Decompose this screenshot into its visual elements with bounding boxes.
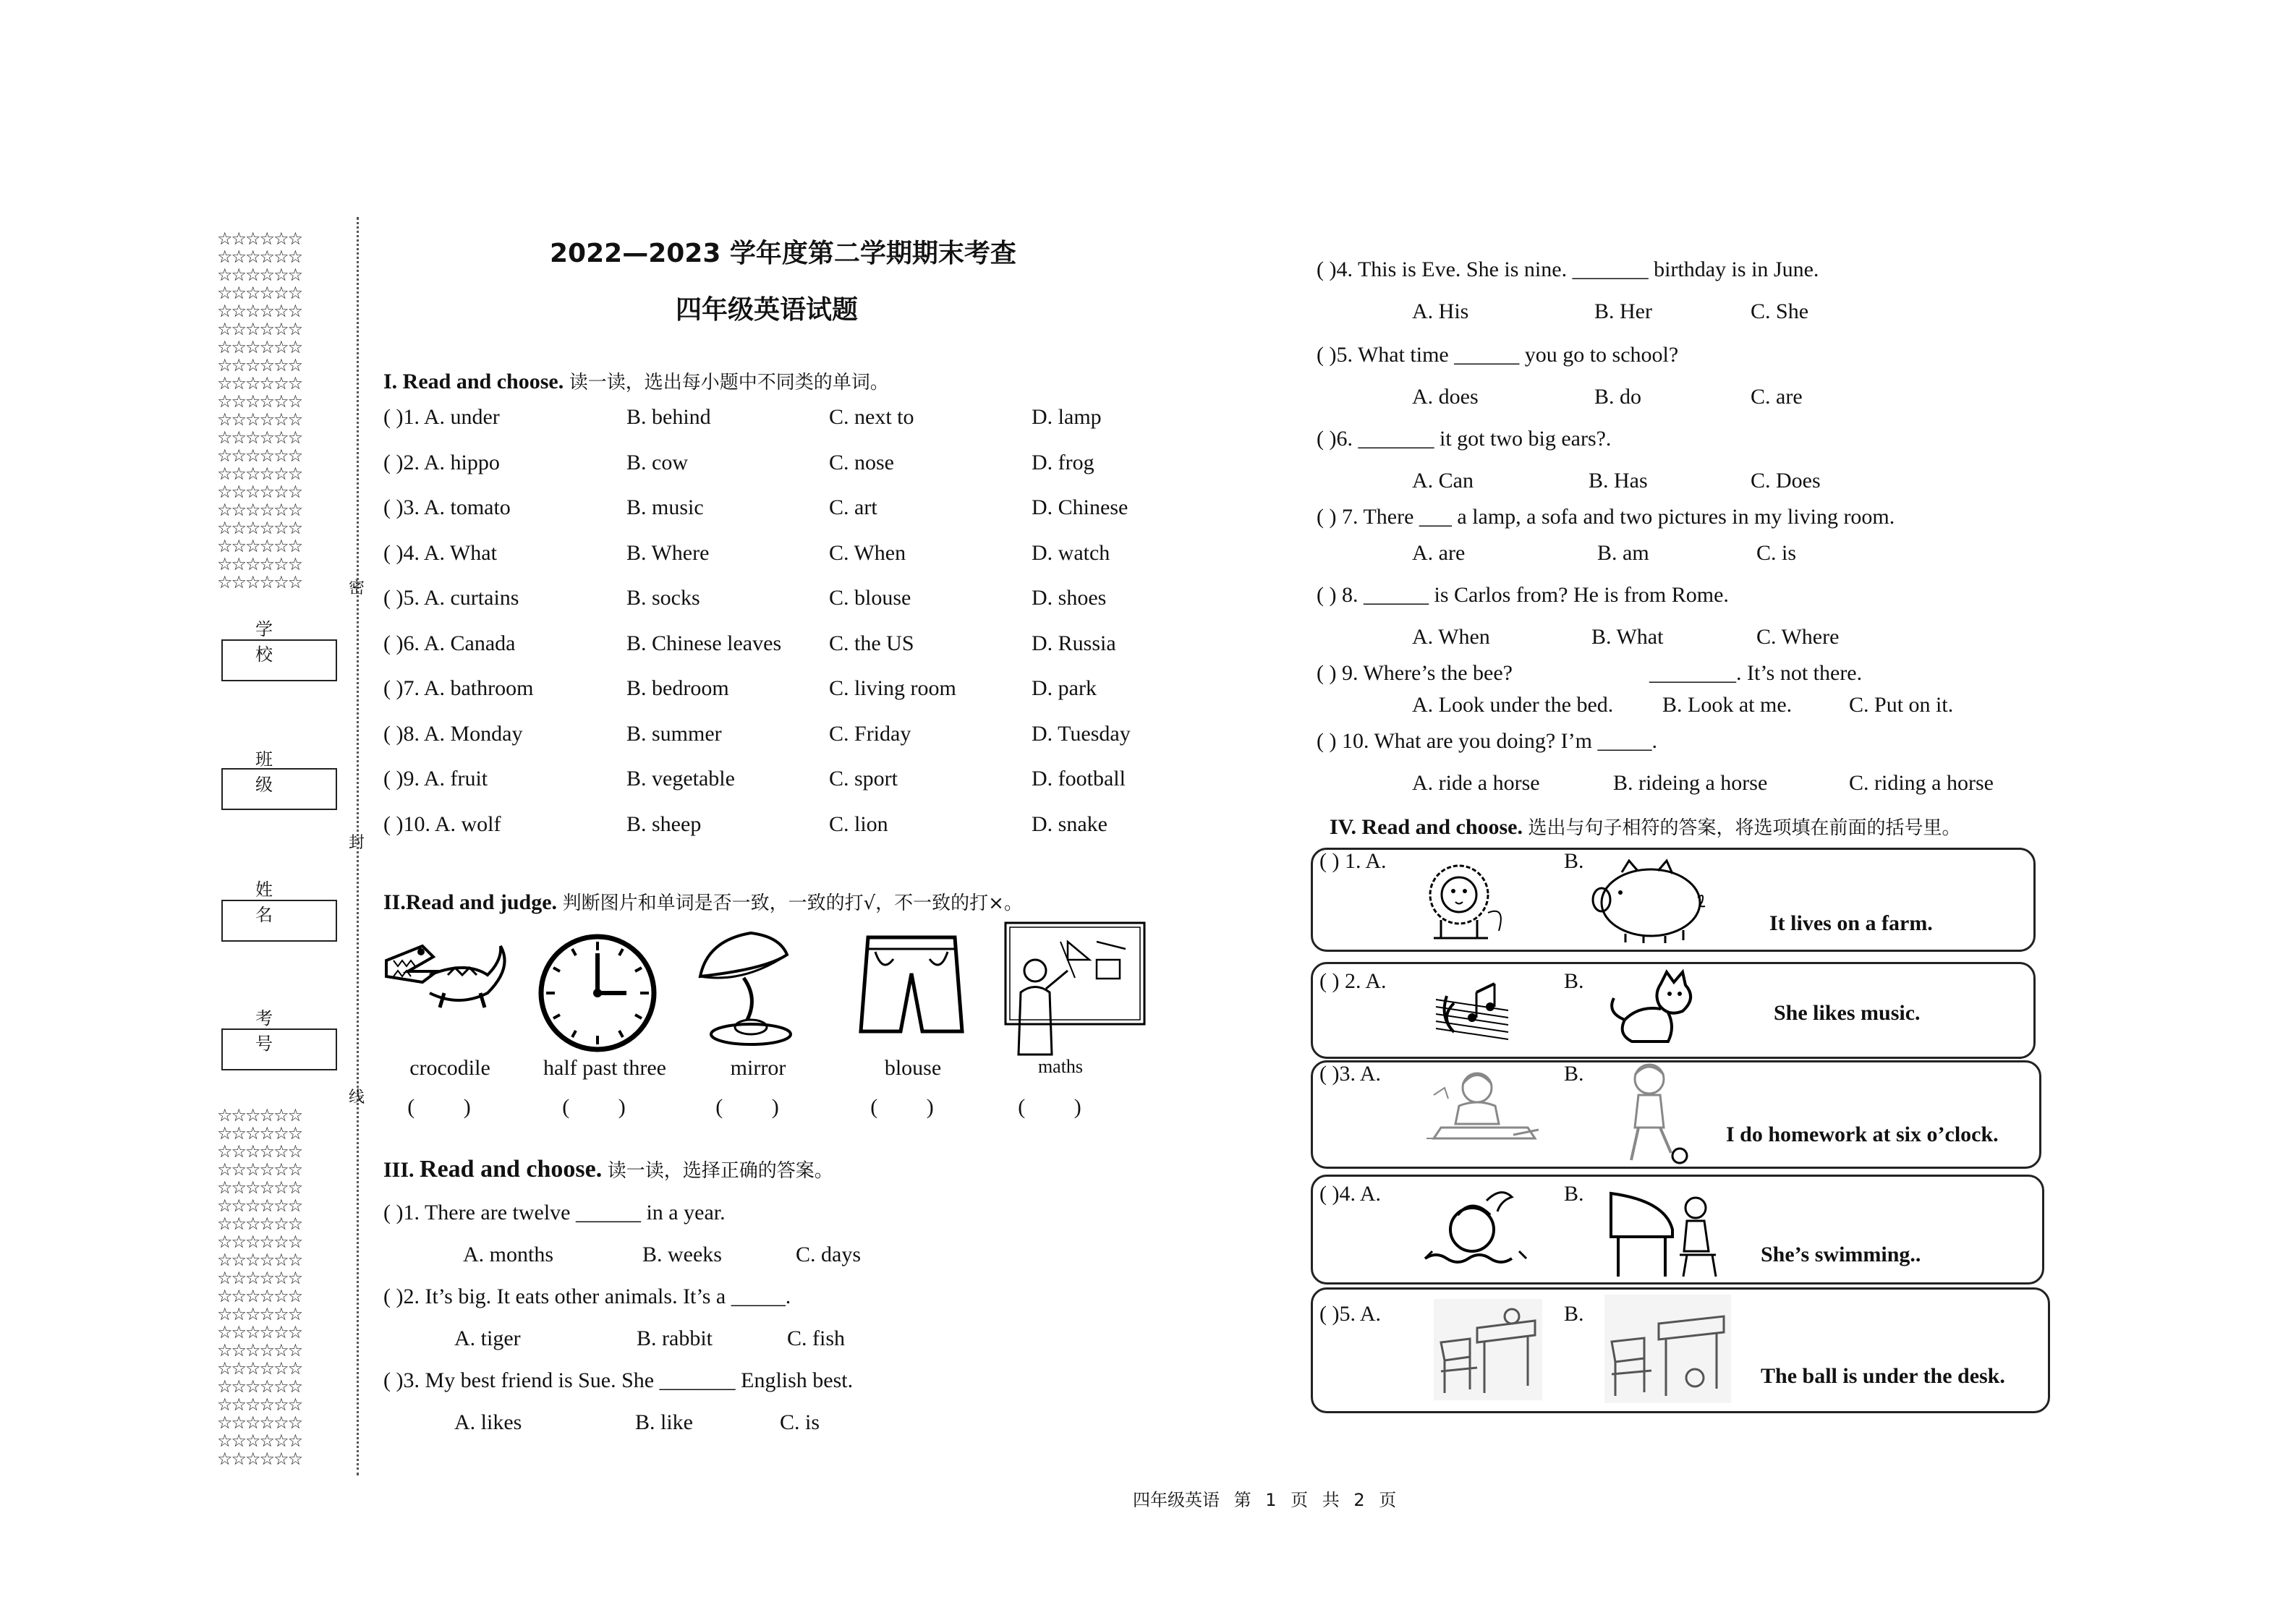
- question-q2: ( )2. It’s big. It eats other animals. It’s a _____.: [383, 1285, 791, 1308]
- section1-row: [383, 722, 1179, 751]
- option: C. fish: [787, 1326, 846, 1350]
- question-stem: ( )10. A. wolf: [383, 812, 501, 836]
- match-option-b: B.: [1564, 969, 1584, 993]
- school-field[interactable]: [221, 639, 337, 681]
- match-stem: ( ) 1. A.: [1319, 849, 1387, 873]
- match-stem: ( )4. A.: [1319, 1182, 1381, 1206]
- option: C. is: [1756, 541, 1797, 565]
- option-d: D. watch: [1032, 540, 1110, 565]
- option: A. does: [1412, 385, 1479, 409]
- option: A. are: [1412, 541, 1466, 565]
- option: A. His: [1412, 299, 1469, 323]
- section2-heading: [383, 888, 1023, 915]
- judge-item-label: blouse: [884, 1056, 942, 1080]
- crocodile-picture: [379, 932, 516, 1026]
- section4-instruction: 选出与句子相符的答案，将选项填在前面的括号里。: [1528, 817, 1961, 839]
- star-row: ☆☆☆☆☆☆: [217, 446, 302, 466]
- pig-picture: [1586, 858, 1709, 945]
- maths-picture: [1003, 920, 1147, 1057]
- question-stem: ( )9. A. fruit: [383, 767, 488, 791]
- option-c: C. sport: [829, 767, 898, 791]
- star-row: ☆☆☆☆☆☆: [217, 427, 302, 448]
- exam-number-label: 考 号: [255, 1008, 302, 1054]
- lion-picture: [1419, 862, 1513, 942]
- star-row: ☆☆☆☆☆☆: [217, 373, 302, 393]
- match-sentence: She’s swimming..: [1761, 1243, 1921, 1266]
- judge-item-label: mirror: [730, 1056, 786, 1080]
- option: B. Her: [1594, 299, 1652, 323]
- section1-row: [383, 812, 1179, 841]
- star-row: ☆☆☆☆☆☆: [217, 1376, 302, 1397]
- option: B. am: [1597, 541, 1649, 565]
- binding-stars-top: [217, 230, 333, 592]
- section1-row: [383, 541, 1179, 570]
- star-row: ☆☆☆☆☆☆: [217, 247, 302, 267]
- desk-ball-on-picture: [1434, 1299, 1542, 1400]
- section1-row: [383, 405, 1179, 434]
- judge-answer-blank[interactable]: ( ): [1018, 1095, 1103, 1119]
- section3-title: Read and choose.: [420, 1156, 603, 1183]
- question-q5: ( )5. What time ______ you go to school?: [1317, 343, 1679, 367]
- star-row: ☆☆☆☆☆☆: [217, 1394, 302, 1415]
- binding-stars-bottom: [217, 1107, 333, 1468]
- option: B. do: [1594, 385, 1642, 409]
- star-row: ☆☆☆☆☆☆: [217, 1413, 302, 1433]
- option-b: B. sheep: [626, 812, 702, 836]
- judge-item-label: maths: [1037, 1056, 1084, 1077]
- question-q4: ( )4. This is Eve. She is nine. _______ birthday is in June.: [1317, 257, 1819, 281]
- option: C. is: [780, 1410, 820, 1434]
- option: B. rabbit: [637, 1326, 713, 1350]
- star-row: ☆☆☆☆☆☆: [217, 1232, 302, 1252]
- judge-item-label: crocodile: [409, 1056, 490, 1080]
- option-b: B. Where: [626, 540, 710, 565]
- option: C. Does: [1751, 469, 1821, 493]
- star-row: ☆☆☆☆☆☆: [217, 1304, 302, 1324]
- option-b: B. bedroom: [626, 676, 729, 700]
- match-stem: ( ) 2. A.: [1319, 969, 1387, 993]
- page-footer: 四年级英语 第 1 页 共 2 页: [1133, 1490, 1397, 1510]
- school-label: 学 校: [255, 619, 302, 665]
- star-row: ☆☆☆☆☆☆: [217, 500, 302, 520]
- question-stem: ( )6. A. Canada: [383, 631, 516, 655]
- match-sentence: The ball is under the desk.: [1761, 1364, 2005, 1388]
- section3-number: III.: [383, 1158, 414, 1182]
- option: B. Look at me.: [1662, 693, 1793, 717]
- boy-football-picture: [1613, 1059, 1693, 1167]
- name-label: 姓 名: [255, 879, 302, 925]
- option-b: B. vegetable: [626, 767, 735, 791]
- match-sentence: It lives on a farm.: [1769, 911, 1933, 935]
- option-c: C. lion: [829, 812, 888, 836]
- star-row: ☆☆☆☆☆☆: [217, 1123, 302, 1143]
- match-sentence: I do homework at six o’clock.: [1726, 1123, 1999, 1146]
- girl-swimming-picture: [1418, 1186, 1534, 1280]
- star-row: ☆☆☆☆☆☆: [217, 1268, 302, 1288]
- option: C. days: [796, 1243, 861, 1266]
- match-option-b: B.: [1564, 1302, 1584, 1326]
- option-d: D. snake: [1032, 812, 1107, 836]
- section1-row: [383, 586, 1179, 615]
- star-row: ☆☆☆☆☆☆: [217, 1358, 302, 1379]
- star-row: ☆☆☆☆☆☆: [217, 572, 302, 592]
- class-field[interactable]: [221, 768, 337, 810]
- section2-title: II.Read and judge.: [383, 890, 558, 914]
- shorts-picture: [854, 930, 969, 1046]
- option: A. months: [463, 1243, 554, 1266]
- option: C. Put on it.: [1849, 693, 1954, 717]
- section3-heading: [383, 1156, 833, 1183]
- option: A. When: [1412, 625, 1490, 649]
- star-row: ☆☆☆☆☆☆: [217, 301, 302, 321]
- option-b: B. summer: [626, 721, 722, 746]
- option: A. likes: [454, 1410, 522, 1434]
- option: A. Can: [1412, 469, 1474, 493]
- option-b: B. cow: [626, 450, 688, 474]
- option-d: D. Russia: [1032, 631, 1116, 655]
- question-q8: ( ) 8. ______ is Carlos from? He is from Rome.: [1317, 583, 1729, 607]
- option: B. like: [635, 1410, 693, 1434]
- option-b: B. socks: [626, 586, 700, 610]
- star-row: ☆☆☆☆☆☆: [217, 554, 302, 574]
- option-b: B. music: [626, 495, 704, 519]
- star-row: ☆☆☆☆☆☆: [217, 1250, 302, 1270]
- option: B. Has: [1589, 469, 1648, 493]
- question-stem: ( )7. A. bathroom: [383, 676, 534, 700]
- star-row: ☆☆☆☆☆☆: [217, 409, 302, 430]
- star-row: ☆☆☆☆☆☆: [217, 1431, 302, 1451]
- star-row: ☆☆☆☆☆☆: [217, 283, 302, 303]
- star-row: ☆☆☆☆☆☆: [217, 319, 302, 339]
- section1-row: [383, 676, 1179, 705]
- star-row: ☆☆☆☆☆☆: [217, 536, 302, 556]
- option-c: C. blouse: [829, 586, 911, 610]
- star-row: ☆☆☆☆☆☆: [217, 1449, 302, 1469]
- question-q7: ( ) 7. There ___ a lamp, a sofa and two pictures in my living room.: [1317, 505, 1895, 529]
- option: C. riding a horse: [1849, 771, 1994, 795]
- question-q10: ( ) 10. What are you doing? I’m _____.: [1317, 729, 1657, 753]
- match-stem: ( )3. A.: [1319, 1062, 1381, 1086]
- section1-row: [383, 495, 1179, 524]
- star-row: ☆☆☆☆☆☆: [217, 482, 302, 502]
- option-d: D. Tuesday: [1032, 721, 1131, 746]
- page-subtitle: 四年级英语试题: [676, 295, 859, 325]
- music-notes-picture: [1432, 978, 1512, 1043]
- star-row: ☆☆☆☆☆☆: [217, 391, 302, 412]
- clock-picture: [532, 932, 663, 1055]
- lamp-picture: [693, 926, 809, 1049]
- section1-instruction: 读一读，选出每小题中不同类的单词。: [569, 372, 889, 393]
- option-d: D. park: [1032, 676, 1097, 700]
- star-row: ☆☆☆☆☆☆: [217, 355, 302, 375]
- option: C. are: [1751, 385, 1803, 409]
- question-stem: ( )1. A. under: [383, 405, 500, 429]
- option: C. She: [1751, 299, 1809, 323]
- section1-row: [383, 767, 1179, 796]
- option: B. What: [1591, 625, 1664, 649]
- section4-heading: [1330, 813, 1961, 840]
- option-c: C. art: [829, 495, 877, 519]
- name-field[interactable]: [221, 900, 337, 942]
- judge-answer-blank[interactable]: ( ): [407, 1095, 493, 1119]
- star-row: ☆☆☆☆☆☆: [217, 518, 302, 538]
- question-stem: ( )8. A. Monday: [383, 721, 523, 746]
- option-b: B. behind: [626, 405, 711, 429]
- page-title: 2022—2023 学年度第二学期期末考查: [550, 239, 1016, 268]
- option: B. rideing a horse: [1613, 771, 1768, 795]
- option-c: C. next to: [829, 405, 914, 429]
- question-stem: ( )3. A. tomato: [383, 495, 511, 519]
- question-stem: ( )5. A. curtains: [383, 586, 519, 610]
- seal-char-xian: 线: [349, 1089, 365, 1107]
- girl-piano-picture: [1607, 1186, 1730, 1280]
- question-q9-tail: ________. It’s not there.: [1649, 661, 1863, 685]
- class-label: 班 级: [255, 749, 302, 795]
- cat-picture: [1603, 969, 1704, 1049]
- option-c: C. Friday: [829, 721, 911, 746]
- star-row: ☆☆☆☆☆☆: [217, 1196, 302, 1216]
- option: A. Look under the bed.: [1412, 693, 1614, 717]
- star-row: ☆☆☆☆☆☆: [217, 1214, 302, 1234]
- star-row: ☆☆☆☆☆☆: [217, 1105, 302, 1125]
- question-q1: ( )1. There are twelve ______ in a year.: [383, 1201, 726, 1224]
- match-option-b: B.: [1564, 849, 1584, 873]
- option-c: C. nose: [829, 450, 894, 474]
- match-option-b: B.: [1564, 1062, 1584, 1086]
- desk-ball-under-picture: [1604, 1295, 1731, 1403]
- judge-item-label: half past three: [543, 1056, 666, 1080]
- question-stem: ( )2. A. hippo: [383, 450, 500, 474]
- question-q3: ( )3. My best friend is Sue. She _______ English best.: [383, 1368, 854, 1392]
- option-d: D. lamp: [1032, 405, 1102, 429]
- seal-char-feng: 封: [349, 834, 365, 852]
- question-q9: ( ) 9. Where’s the bee?: [1317, 661, 1513, 685]
- section1-title: I. Read and choose.: [383, 370, 564, 393]
- question-q6: ( )6. _______ it got two big ears?.: [1317, 427, 1612, 451]
- star-row: ☆☆☆☆☆☆: [217, 1159, 302, 1180]
- option-c: C. living room: [829, 676, 956, 700]
- option: C. Where: [1756, 625, 1840, 649]
- star-row: ☆☆☆☆☆☆: [217, 1141, 302, 1162]
- option-b: B. Chinese leaves: [626, 631, 782, 655]
- section1-heading: [383, 367, 889, 394]
- section1-row: [383, 451, 1179, 480]
- question-stem: ( )4. A. What: [383, 540, 497, 565]
- section2-instruction: 判断图片和单词是否一致，一致的打√，不一致的打×。: [562, 893, 1023, 914]
- option: A. ride a horse: [1412, 771, 1540, 795]
- judge-answer-blank[interactable]: ( ): [715, 1095, 801, 1119]
- star-row: ☆☆☆☆☆☆: [217, 1322, 302, 1342]
- option: A. tiger: [454, 1326, 521, 1350]
- option-d: D. Chinese: [1032, 495, 1128, 519]
- star-row: ☆☆☆☆☆☆: [217, 265, 302, 285]
- option-c: C. When: [829, 540, 906, 565]
- star-row: ☆☆☆☆☆☆: [217, 464, 302, 484]
- judge-answer-blank[interactable]: ( ): [870, 1095, 956, 1119]
- section3-instruction: 读一读，选择正确的答案。: [607, 1160, 833, 1182]
- exam-number-field[interactable]: [221, 1028, 337, 1070]
- match-sentence: She likes music.: [1774, 1001, 1921, 1025]
- boy-homework-picture: [1419, 1066, 1549, 1153]
- option-d: D. football: [1032, 767, 1126, 791]
- star-row: ☆☆☆☆☆☆: [217, 229, 302, 249]
- match-option-b: B.: [1564, 1182, 1584, 1206]
- seal-char-mi: 密: [349, 579, 365, 597]
- star-row: ☆☆☆☆☆☆: [217, 1177, 302, 1198]
- section1-row: [383, 631, 1179, 660]
- star-row: ☆☆☆☆☆☆: [217, 1340, 302, 1360]
- option-d: D. frog: [1032, 450, 1094, 474]
- section4-title: IV. Read and choose.: [1330, 815, 1523, 839]
- option-c: C. the US: [829, 631, 914, 655]
- star-row: ☆☆☆☆☆☆: [217, 337, 302, 357]
- option-d: D. shoes: [1032, 586, 1107, 610]
- judge-answer-blank[interactable]: ( ): [562, 1095, 647, 1119]
- star-row: ☆☆☆☆☆☆: [217, 1286, 302, 1306]
- option: B. weeks: [642, 1243, 722, 1266]
- match-stem: ( )5. A.: [1319, 1302, 1381, 1326]
